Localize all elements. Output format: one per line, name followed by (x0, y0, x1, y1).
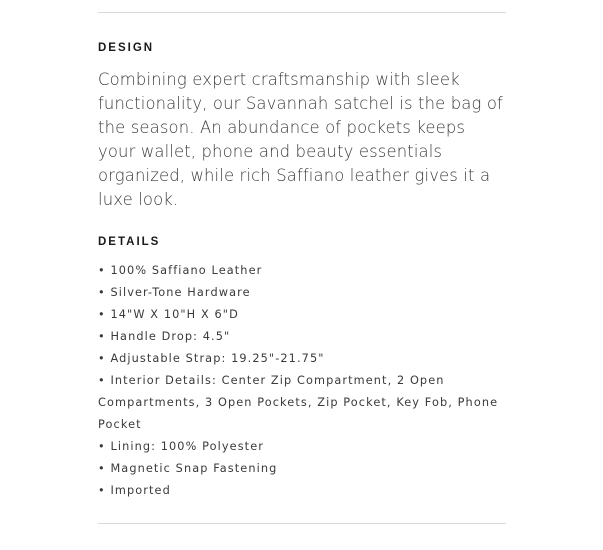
bottom-divider (98, 523, 506, 524)
detail-item-strap: • Adjustable Strap: 19.25"-21.75" (98, 352, 325, 365)
top-divider (98, 12, 506, 13)
detail-item-material: • 100% Saffiano Leather (98, 264, 263, 277)
details-heading: DETAILS (98, 236, 161, 248)
design-heading: DESIGN (98, 42, 155, 54)
design-description: Combining expert craftsmanship with sleek functionality, our Savannah satchel is the bag of the season. An abundance of pockets keeps your wallet, phone and beauty essentials organized, while rich Saffiano leather gives it a luxe look. (98, 70, 503, 209)
detail-item-imported: • Imported (98, 484, 171, 497)
detail-item-hardware: • Silver-Tone Hardware (98, 286, 251, 299)
product-description (98, 40, 506, 502)
detail-item-handle-drop: • Handle Drop: 4.5" (98, 330, 231, 343)
detail-item-fastening: • Magnetic Snap Fastening (98, 462, 278, 475)
detail-item-lining: • Lining: 100% Polyester (98, 440, 265, 453)
details-list (98, 260, 506, 502)
detail-item-dimensions: • 14"W X 10"H X 6"D (98, 308, 239, 321)
detail-item-interior: • Interior Details: Center Zip Compartment, 2 Open Compartments, 3 Open Pockets, Zip Pocket, Key Fob, Phone Pocket (98, 374, 499, 431)
